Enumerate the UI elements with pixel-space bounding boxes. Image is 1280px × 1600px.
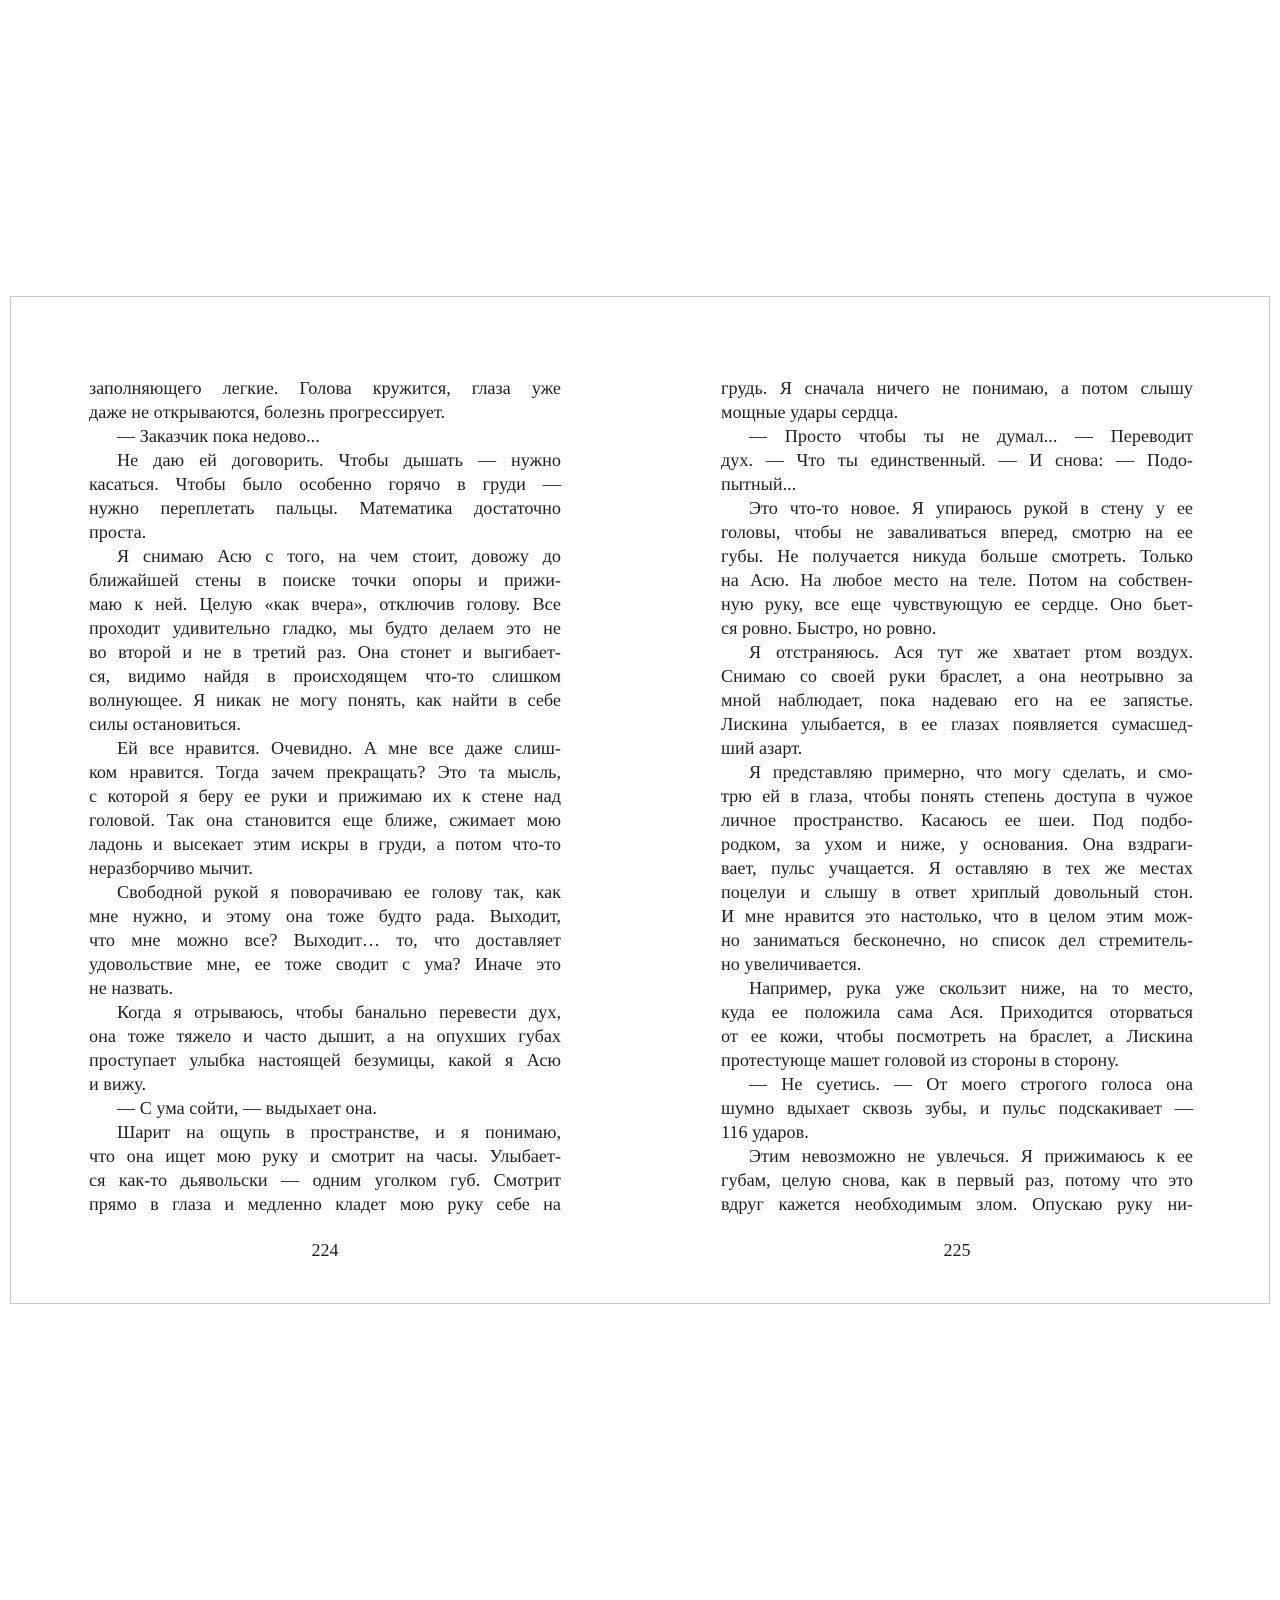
text-line: касаться. Чтобы было особенно горячо в груди — [89, 474, 561, 494]
text-line: удовольствие мне, ее тоже сводит с ума? Иначе это [89, 954, 561, 974]
text-line: протестующе машет головой из стороны в сторону. [721, 1050, 1119, 1070]
text-line: мной наблюдает, пока надеваю его на ее запястье. [721, 690, 1193, 710]
text-line: губам, целую снова, как в первый раз, потому что это [721, 1170, 1193, 1190]
text-line: ший азарт. [721, 738, 803, 758]
left-page-number: 224 [311, 1240, 339, 1260]
text-line: ся, видимо найдя в происходящем что-то слишком [89, 666, 561, 686]
text-line: грудь. Я сначала ничего не понимаю, а потом слышу [721, 378, 1193, 398]
text-line: проста. [89, 522, 147, 542]
text-line: что мне можно все? Выходит… то, что доставляет [89, 930, 561, 950]
text-line: — Не суетись. — От моего строгого голоса она [749, 1074, 1193, 1094]
left-page-text [89, 376, 561, 1216]
right-page-number: 225 [943, 1240, 971, 1260]
text-line: ближайшей стены в поиске точки опоры и прижи- [89, 570, 561, 590]
text-line: мне нужно, и этому она тоже будто рада. Выходит, [89, 906, 561, 926]
text-line: силы остановиться. [89, 714, 241, 734]
text-line: но заниматься бесконечно, но список дел стремитель- [721, 930, 1193, 950]
text-line: — Просто чтобы ты не думал... — Переводит [749, 426, 1193, 446]
text-line: трю ей в глаза, чтобы понять степень доступа в чужое [721, 786, 1193, 806]
text-line: вает, пульс учащается. Я оставляю в тех же местах [721, 858, 1193, 878]
text-line: во второй и не в третий раз. Она стонет и выгибает- [89, 642, 561, 662]
text-line: ся как-то дьявольски — одним уголком губ. Смотрит [89, 1170, 561, 1190]
text-line: поцелуи и слышу в ответ хриплый довольный стон. [721, 882, 1193, 902]
text-line: — Заказчик пока недово... [117, 426, 320, 446]
text-line: Свободной рукой я поворачиваю ее голову так, как [117, 882, 561, 902]
text-line: неразборчиво мычит. [89, 858, 253, 878]
text-line: Когда я отрываюсь, чтобы банально перевести дух, [117, 1002, 561, 1022]
text-line: куда ее положила сама Ася. Приходится оторваться [721, 1002, 1193, 1022]
text-line: родком, за ухом и ниже, у основания. Она вздраги- [721, 834, 1193, 854]
text-line: Лискина улыбается, в ее глазах появляется сумасшед- [721, 714, 1193, 734]
text-line: Это что-то новое. Я упираюсь рукой в стену у ее [749, 498, 1193, 518]
text-line: Шарит на ощупь в пространстве, и я понимаю, [117, 1122, 561, 1142]
text-line: прямо в глаза и медленно кладет мою руку себе на [89, 1194, 561, 1214]
text-line: Ей все нравится. Очевидно. А мне все даже слиш- [117, 738, 561, 758]
text-line: не назвать. [89, 978, 174, 998]
text-line: ладонь и высекает этим искры в груди, а потом что-то [89, 834, 561, 854]
text-line: ную руку, все еще чувствующую ее сердце. Оно бьет- [721, 594, 1193, 614]
text-line: она тоже тяжело и часто дышит, а на опухших губах [89, 1026, 561, 1046]
text-line: губы. Не получается никуда больше смотреть. Только [721, 546, 1193, 566]
text-line: И мне нравится это настолько, что в целом этим мож- [721, 906, 1193, 926]
text-line: проходит удивительно гладко, мы будто делаем это не [89, 618, 561, 638]
text-line: мощные удары сердца. [721, 402, 899, 422]
text-line: головы, чтобы не заваливаться вперед, смотрю на ее [721, 522, 1193, 542]
text-line: вдруг кажется необходимым злом. Опускаю руку ни- [721, 1194, 1193, 1214]
text-line: заполняющего легкие. Голова кружится, глаза уже [89, 378, 561, 398]
text-line: Не даю ей договорить. Чтобы дышать — нужно [117, 450, 561, 470]
text-line: и вижу. [89, 1074, 146, 1094]
text-line: даже не открываются, болезнь прогрессирует. [89, 402, 446, 422]
text-line: ком нравится. Тогда зачем прекращать? Это та мысль, [89, 762, 561, 782]
text-line: головой. Так она становится еще ближе, сжимает мою [89, 810, 561, 830]
text-line: маю к ней. Целую «как вчера», отключив голову. Все [89, 594, 561, 614]
text-line: личное пространство. Касаюсь ее шеи. Под подбо- [721, 810, 1193, 830]
text-line: нужно переплетать пальцы. Математика достаточно [89, 498, 561, 518]
text-line: 116 ударов. [721, 1122, 809, 1142]
text-line: пытный... [721, 474, 797, 494]
text-line: шумно вдыхает сквозь зубы, и пульс подскакивает — [721, 1098, 1193, 1118]
text-line: Например, рука уже скользит ниже, на то место, [749, 978, 1193, 998]
text-line: на Асю. На любое место на теле. Потом на собствен- [721, 570, 1193, 590]
text-line: но увеличивается. [721, 954, 862, 974]
text-line: Я снимаю Асю с того, на чем стоит, довожу до [117, 546, 561, 566]
right-page-text [721, 376, 1193, 1216]
text-line: с которой я беру ее руки и прижимаю их к стене над [89, 786, 561, 806]
text-line: проступает улыбка настоящей безумицы, какой я Асю [89, 1050, 561, 1070]
text-line: Я отстраняюсь. Ася тут же хватает ртом воздух. [749, 642, 1193, 662]
text-line: Этим невозможно не увлечься. Я прижимаюсь к ее [749, 1146, 1193, 1166]
text-line: Я представляю примерно, что могу сделать, и смо- [749, 762, 1193, 782]
text-line: волнующее. Я никак не могу понять, как найти в себе [89, 690, 561, 710]
text-line: что она ищет мою руку и смотрит на часы. Улыбает- [89, 1146, 561, 1166]
text-line: дух. — Что ты единственный. — И снова: — Подо- [721, 450, 1193, 470]
text-line: от ее кожи, чтобы посмотреть на браслет, а Лискина [721, 1026, 1193, 1046]
text-line: ся ровно. Быстро, но ровно. [721, 618, 937, 638]
text-line: Снимаю со своей руки браслет, а она неотрывно за [721, 666, 1193, 686]
text-line: — С ума сойти, — выдыхает она. [117, 1098, 377, 1118]
book-spread [10, 296, 1270, 1304]
